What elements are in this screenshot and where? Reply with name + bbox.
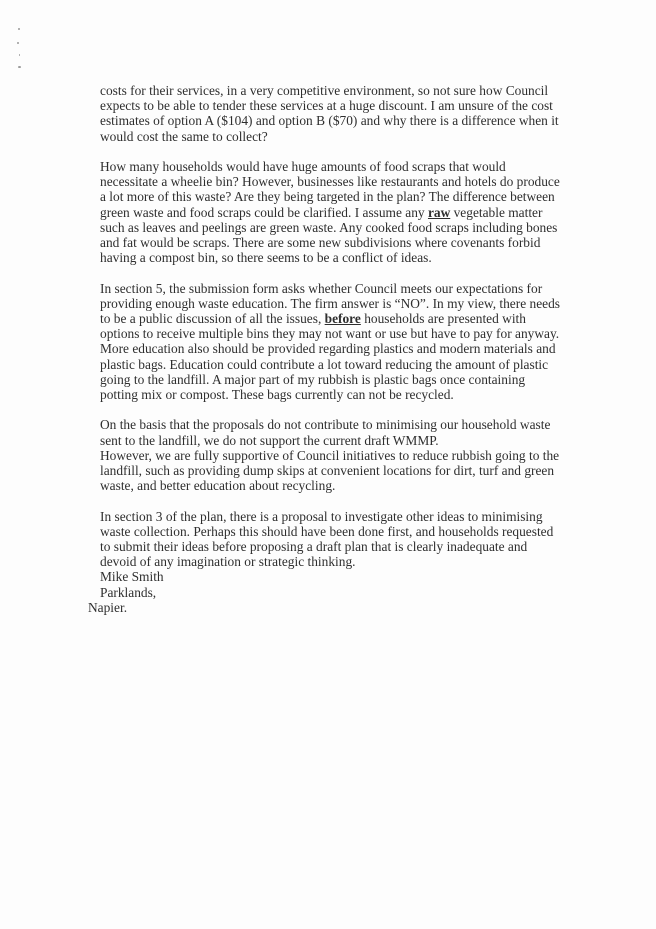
text-line: options to receive multiple bins they may not want or use but have to pay for anyway. <box>100 326 560 342</box>
text-line: estimates of option A ($104) and option B ($70) and why there is a difference when it <box>100 113 559 129</box>
text-segment: vegetable matter <box>450 204 543 220</box>
text-line: a lot more of this waste? Are they being targeted in the plan? The difference between <box>100 189 555 205</box>
text-line: waste, and better education about recycling. <box>100 478 336 494</box>
text-line: such as leaves and peelings are green waste. Any cooked food scraps including bones <box>100 219 558 235</box>
text-line: devoid of any imagination or strategic thinking. <box>100 554 356 570</box>
text-line: to submit their ideas before proposing a draft plan that is clearly inadequate and <box>100 539 528 555</box>
text-line-with-emphasis <box>100 311 570 326</box>
text-line: On the basis that the proposals do not contribute to minimising our household waste <box>100 417 551 433</box>
emphasized-word-raw: raw <box>427 204 451 220</box>
signature-suburb: Parklands, <box>100 584 157 600</box>
text-line: having a compost bin, so there seems to be a conflict of ideas. <box>100 250 432 266</box>
text-line: providing enough waste education. The firm answer is “NO”. In my view, there needs <box>100 295 560 311</box>
scan-speck <box>17 42 19 44</box>
text-line: In section 3 of the plan, there is a proposal to investigate other ideas to minimising <box>100 508 543 524</box>
text-line-with-emphasis <box>100 205 570 220</box>
paragraph-waste-education <box>100 281 570 403</box>
text-line: More education also should be provided regarding plastics and modern materials and <box>100 341 556 357</box>
text-line: expects to be able to tender these services at a huge discount. I am unsure of the cost <box>100 98 553 114</box>
text-line: In section 5, the submission form asks whether Council meets our expectations for <box>100 280 543 296</box>
signature-city: Napier. <box>88 599 128 615</box>
text-segment: green waste and food scraps could be clarified. I assume any <box>100 204 428 220</box>
text-line: costs for their services, in a very competitive environment, so not sure how Council <box>100 83 549 98</box>
text-line: and fat would be scraps. There are some new subdivisions where covenants forbid <box>100 235 541 251</box>
text-segment: households are presented with <box>360 311 526 327</box>
text-line: landfill, such as providing dump skips at convenient locations for dirt, turf and green <box>100 463 555 479</box>
text-line: necessitate a wheelie bin? However, businesses like restaurants and hotels do produce <box>100 174 560 190</box>
paragraph-cost-estimates <box>100 83 570 144</box>
closing-and-signature <box>88 508 570 615</box>
paragraph-food-scraps <box>100 159 570 265</box>
signature-name: Mike Smith <box>100 569 164 585</box>
scan-speck <box>18 66 21 68</box>
paragraph-position-statement <box>100 417 570 493</box>
scan-speck <box>19 54 20 56</box>
scan-speck-marks <box>16 28 24 78</box>
scan-speck <box>18 28 20 30</box>
text-line: potting mix or compost. These bags currently can not be recycled. <box>100 387 454 403</box>
text-segment: to be a public discussion of all the issues, <box>100 311 325 327</box>
text-line: However, we are fully supportive of Council initiatives to reduce rubbish going to the <box>100 447 560 463</box>
emphasized-word-before: before <box>324 311 361 327</box>
text-line: waste collection. Perhaps this should have been done first, and households requested <box>100 523 554 539</box>
text-line: would cost the same to collect? <box>100 128 268 144</box>
text-line: going to the landfill. A major part of my rubbish is plastic bags once containing <box>100 371 526 387</box>
text-line: sent to the landfill, we do not support the current draft WMMP. <box>100 432 439 448</box>
text-line: How many households would have huge amounts of food scraps that would <box>100 159 506 174</box>
text-line: plastic bags. Education could contribute a lot toward reducing the amount of plastic <box>100 356 549 372</box>
letter-body <box>88 83 570 615</box>
